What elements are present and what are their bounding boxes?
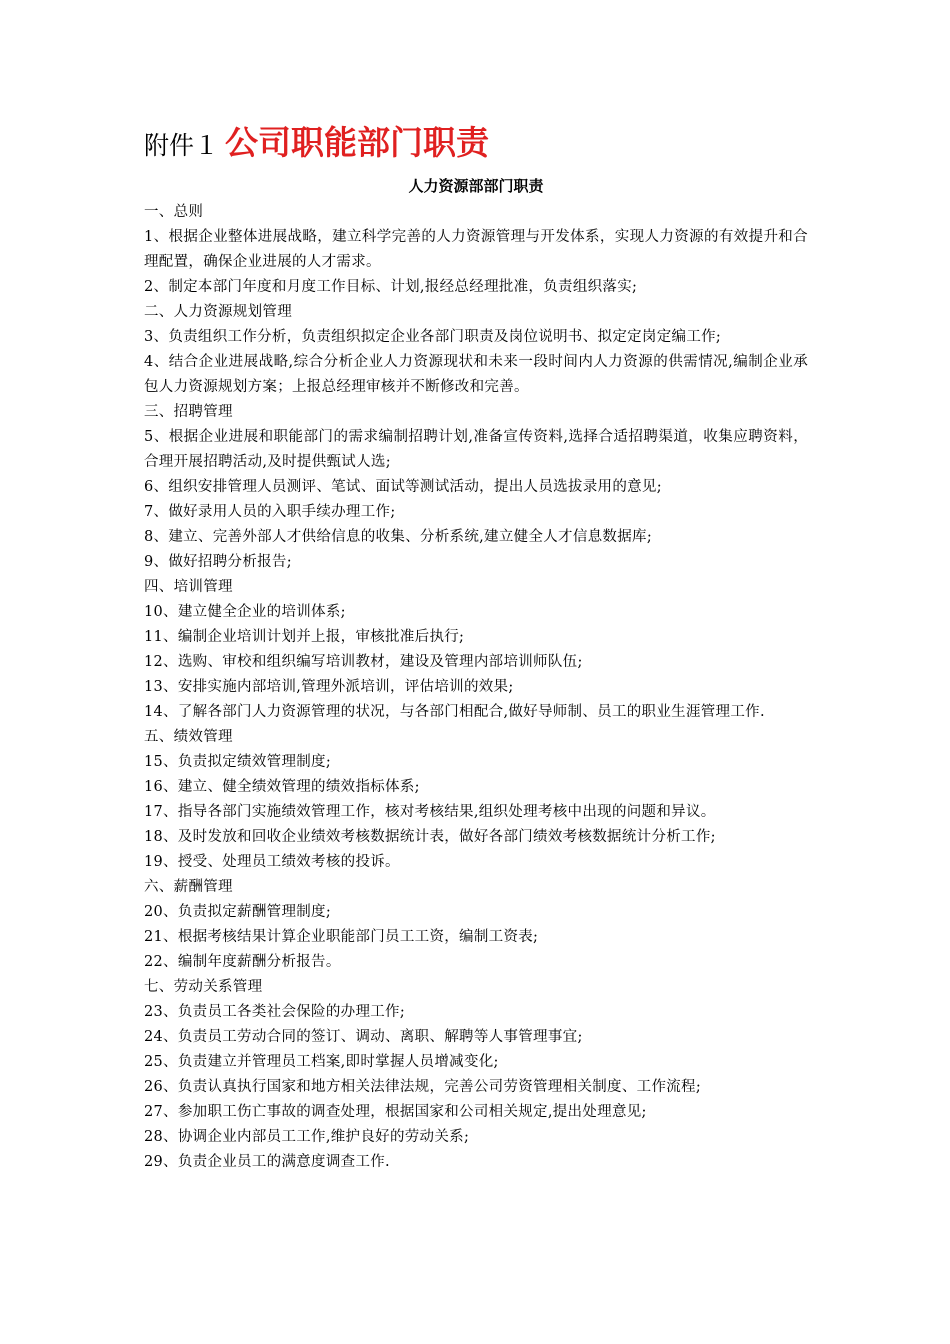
- duty-item: 15、负责拟定绩效管理制度;: [144, 754, 332, 770]
- duty-item: 16、建立、健全绩效管理的绩效指标体系;: [144, 779, 420, 795]
- duty-item: 5、根据企业进展和职能部门的需求编制招聘计划,准备宣传资料,选择合适招聘渠道，收集应聘资料，合理开展招聘活动,及时提供甄试人选;: [144, 429, 808, 470]
- duty-item: 13、安排实施内部培训,管理外派培训，评估培训的效果;: [144, 679, 514, 695]
- duty-item: 2、制定本部门年度和月度工作目标、计划,报经总经理批准，负责组织落实;: [144, 279, 638, 295]
- duty-item: 23、负责员工各类社会保险的办理工作;: [144, 1004, 406, 1020]
- duty-item: 1、根据企业整体进展战略，建立科学完善的人力资源管理与开发体系，实现人力资源的有效提升和合理配置，确保企业进展的人才需求。: [144, 229, 808, 270]
- section-heading: 四、培训管理: [144, 579, 233, 595]
- duty-item: 10、建立健全企业的培训体系;: [144, 604, 346, 620]
- duty-item: 29、负责企业员工的满意度调查工作.: [144, 1154, 390, 1170]
- duty-item: 14、了解各部门人力资源管理的状况，与各部门相配合,做好导师制、员工的职业生涯管理工作.: [144, 704, 765, 720]
- duty-item: 4、结合企业进展战略,综合分析企业人力资源现状和未来一段时间内人力资源的供需情况,编制企业承包人力资源规划方案；上报总经理审核并不断修改和完善。: [144, 354, 808, 395]
- document-title: 公司职能部门职责: [225, 123, 490, 162]
- document-body: [144, 200, 808, 1175]
- section-heading: 六、薪酬管理: [144, 879, 233, 895]
- duty-item: 28、协调企业内部员工工作,维护良好的劳动关系;: [144, 1129, 470, 1145]
- duty-item: 25、负责建立并管理员工档案,即时掌握人员增减变化;: [144, 1054, 499, 1070]
- duty-item: 18、及时发放和回收企业绩效考核数据统计表，做好各部门绩效考核数据统计分析工作;: [144, 829, 716, 845]
- duty-item: 26、负责认真执行国家和地方相关法律法规，完善公司劳资管理相关制度、工作流程;: [144, 1079, 702, 1095]
- section-heading: 三、招聘管理: [144, 404, 233, 420]
- duty-item: 6、组织安排管理人员测评、笔试、面试等测试活动，提出人员选拔录用的意见;: [144, 479, 662, 495]
- duty-item: 7、做好录用人员的入职手续办理工作;: [144, 504, 396, 520]
- duty-item: 8、建立、完善外部人才供给信息的收集、分析系统,建立健全人才信息数据库;: [144, 529, 653, 545]
- duty-item: 21、根据考核结果计算企业职能部门员工工资，编制工资表;: [144, 929, 539, 945]
- section-heading: 一、总则: [144, 204, 204, 220]
- document-heading: [144, 120, 489, 172]
- duty-item: 20、负责拟定薪酬管理制度;: [144, 904, 332, 920]
- duty-item: 12、选购、审校和组织编写培训教材，建设及管理内部培训师队伍;: [144, 654, 583, 670]
- section-heading: 五、绩效管理: [144, 729, 233, 745]
- section-heading: 二、人力资源规划管理: [144, 304, 292, 320]
- duty-item: 27、参加职工伤亡事故的调查处理，根据国家和公司相关规定,提出处理意见;: [144, 1104, 647, 1120]
- duty-item: 9、做好招聘分析报告;: [144, 554, 292, 570]
- duty-item: 11、编制企业培训计划并上报，审核批准后执行;: [144, 629, 465, 645]
- duty-item: 3、负责组织工作分析，负责组织拟定企业各部门职责及岗位说明书、拟定定岗定编工作;: [144, 329, 722, 345]
- section-subtitle: 人力资源部部门职责: [408, 177, 544, 195]
- attachment-label: 附件１: [144, 131, 220, 160]
- duty-item: 17、指导各部门实施绩效管理工作，核对考核结果,组织处理考核中出现的问题和异议。: [144, 804, 716, 820]
- section-heading: 七、劳动关系管理: [144, 979, 263, 995]
- duty-item: 22、编制年度薪酬分析报告。: [144, 954, 341, 970]
- duty-item: 24、负责员工劳动合同的签订、调动、离职、解聘等人事管理事宜;: [144, 1029, 583, 1045]
- duty-item: 19、授受、处理员工绩效考核的投诉。: [144, 854, 400, 870]
